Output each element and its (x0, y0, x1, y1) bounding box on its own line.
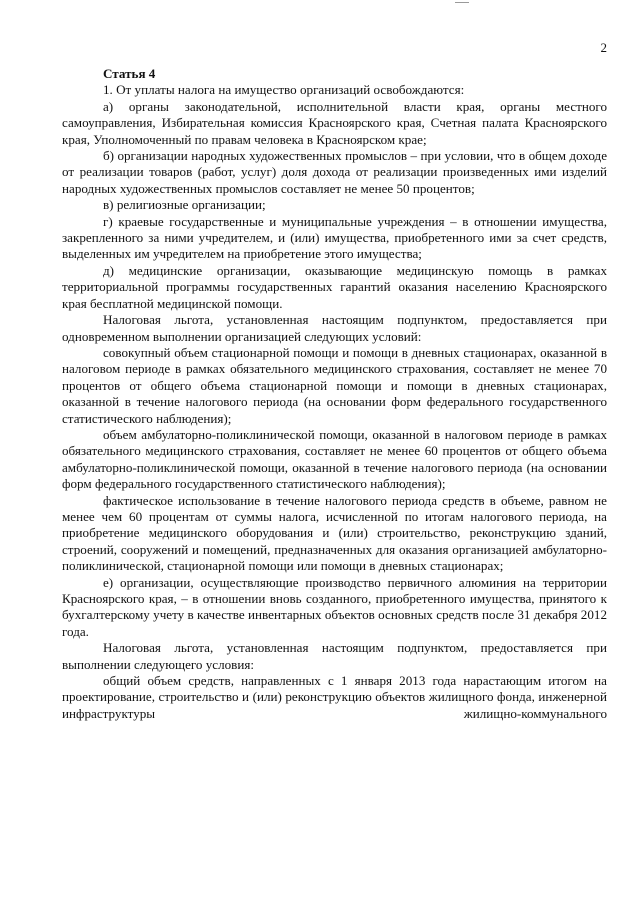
paragraph-intro: 1. От уплаты налога на имущество организаций освобождаются: (103, 82, 465, 98)
article-title: Статья 4 (103, 66, 156, 81)
paragraph-item-v: в) религиозные организации; (103, 197, 266, 213)
paragraph-item-d: д) медицинские организации, оказывающие медицинскую помощь в рамках территориальной программы государственных гарантий оказания населению Красноярского края бесплатной медицинской помощи. (62, 262, 607, 311)
paragraph-condition-spending: фактическое использование в течение налогового периода средств в объеме, равном не менее чем 60 процентам от суммы налога, исчисленной по итогам налогового периода, на приобретение медицинского оборудования и (или) строительство, реконструкцию зданий, строений, сооружений и помещений, предназначенных для оказания организацией амбулаторно-поликлинической, стационарной помощи или помощи в дневных стационарах; (62, 492, 607, 574)
paragraph-item-g: г) краевые государственные и муниципальные учреждения – в отношении имущества, закрепленного за ними учредителем, и (или) имущества, приобретенного ими за счет средств, выделенных им учредителем на приобретение этого имущества; (62, 213, 607, 262)
paragraph-condition-inpatient: совокупный объем стационарной помощи и помощи в дневных стационарах, оказанной в налоговом периоде в рамках обязательного медицинского страхования, составляет не менее 70 процентов от общего объема стационарной помощи и помощи в дневных стационарах, оказанной в течение налогового периода (на основании форм федерального государственного статистического наблюдения); (62, 344, 607, 426)
paragraph-benefit-conditions: Налоговая льгота, установленная настоящим подпунктом, предоставляется при одновременном выполнении организацией следующих условий: (62, 312, 607, 344)
scan-mark (455, 2, 469, 3)
paragraph-condition-outpatient: объем амбулаторно-поликлинической помощи, оказанной в налоговом периоде в рамках обязательного медицинского страхования, составляет не менее 60 процентов от общего объема амбулаторно-поликлинической помощи, оказанной в течение налогового периода (на основании форм федерального государственного статистического наблюдения); (62, 426, 607, 492)
paragraph-item-e: е) организации, осуществляющие производство первичного алюминия на территории Красноярского края, – в отношении вновь созданного, приобретенного имущества, принятого к бухгалтерскому учету в качестве инвентарных объектов основных средств после 31 декабря 2012 года. (62, 574, 607, 639)
paragraph-total-funds: общий объем средств, направленных с 1 января 2013 года нарастающим итогом на проектирование, строительство и (или) реконструкцию объектов жилищного фонда, инженерной инфраструктуры жилищно-коммунального (62, 673, 607, 721)
paragraph-item-b: б) организации народных художественных промыслов – при условии, что в общем доходе от реализации товаров (работ, услуг) доля дохода от реализации произведенных ими изделий народных художественных промыслов составляет не менее 50 процентов; (62, 148, 607, 196)
paragraph-benefit-condition: Налоговая льгота, установленная настоящим подпунктом, предоставляется при выполнении следующего условия: (62, 640, 607, 672)
page-number: 2 (600, 40, 607, 55)
paragraph-item-a: а) органы законодательной, исполнительной власти края, органы местного самоуправления, Избирательная комиссия Красноярского края, Счетная палата Красноярского края, Уполномоченный по правам человека в Красноярском крае; (62, 98, 607, 147)
document-body (62, 66, 607, 722)
